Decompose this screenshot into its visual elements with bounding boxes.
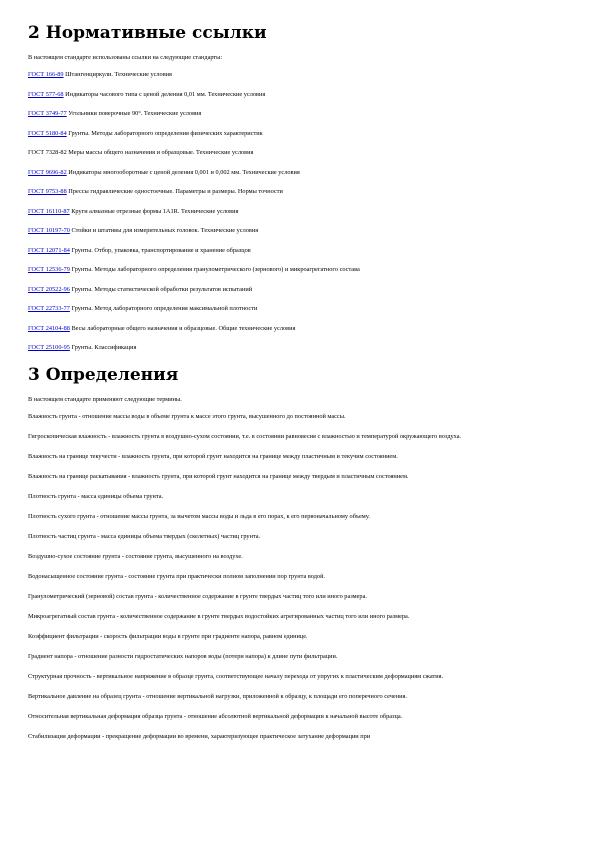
definition-item: Вертикальное давление на образец грунта - отношение вертикальной нагрузки, приложенной к образцу, к площади его поперечного сечения. [28,692,407,700]
reference-link[interactable]: ГОСТ 577-68 [28,90,64,98]
reference-title: Штангенциркули. Технические условия [63,71,172,78]
reference-link[interactable]: ГОСТ 20522-96 [28,285,70,293]
section-3-intro: В настоящем стандарте применяют следующие термины. [28,395,182,403]
reference-item [28,247,575,255]
reference-link[interactable]: ГОСТ 166-89 [28,71,64,78]
reference-title: Грунты. Методы статистической обработки результатов испытаний [69,285,253,293]
definition-item: Стабилизация деформации - прекращение деформации во времени, характеризующее практическое затухание деформации при [28,732,371,740]
reference-item [28,227,575,235]
reference-title: Грунты. Отбор, упаковка, транспортирование и хранение образцов [69,246,251,254]
reference-item [28,344,575,352]
definition-item: Влажность на границе текучести - влажность грунта, при которой грунт находится на границе между пластичным и текучим состоянием. [28,452,398,460]
definition-item: Градиент напора - отношение разности гидростатических напоров воды (потери напора) к длине пути фильтрации. [28,652,338,660]
reference-title: Круги алмазные отрезные формы 1A1R. Технические условия [69,207,239,215]
reference-title: Индикаторы многооборотные с ценой деления 0,001 и 0,002 мм. Технические условия [66,168,300,176]
definition-item: Плотность сухого грунта - отношение массы грунта, за вычетом массы воды и льда в его порах, к его первоначальному объему. [28,512,370,520]
definition-item: Влажность грунта - отношение массы воды в объеме грунта к массе этого грунта, высушенного до постоянной массы. [28,412,346,420]
definition-item: Водонасыщенное состояние грунта - состояние грунта при практически полном заполнении пор грунта водой. [28,572,326,580]
reference-item [28,169,575,177]
definition-item: Гигроскопическая влажность - влажность грунта в воздушно-сухом состоянии, т.е. в состоянии равновесия с влажностью и температурой окружающего воздуха. [28,432,462,440]
definition-item: Относительная вертикальная деформация образца грунта - отношение абсолютной вертикальной деформации к начальной высоте образца. [28,712,403,720]
reference-link[interactable]: ГОСТ 5180-84 [28,129,67,137]
definitions-list [28,413,575,741]
definition-item: Гранулометрический (зерновой) состав грунта - количественное содержание в грунте твердых частиц того или иного размера. [28,592,367,600]
normative-references-list [28,71,575,352]
definition-item: Влажность на границе раскатывания - влажность грунта, при которой грунт находится на границе между твердым и пластичным состоянием. [28,472,409,480]
reference-title: Прессы гидравлические одностоечные. Параметры и размеры. Нормы точности [66,188,283,195]
reference-item [28,71,575,79]
reference-item [28,188,575,196]
section-2-intro: В настоящем стандарте использованы ссылки на следующие стандарты: [28,54,223,61]
reference-item [28,110,575,118]
reference-link[interactable]: ГОСТ 16110-87 [28,207,70,215]
reference-title: Грунты. Методы лабораторного определения гранулометрического (зернового) и микроагрегатного состава [69,266,360,273]
reference-title: Грунты. Методы лабораторного определения физических характеристик [66,129,263,137]
reference-link[interactable]: ГОСТ 12071-84 [28,246,70,254]
reference-title: Грунты. Метод лабораторного определения максимальной плотности [69,305,258,312]
reference-code: ГОСТ 7328-82 [28,149,67,156]
reference-link[interactable]: ГОСТ 25100-95 [28,344,70,351]
reference-item [28,130,575,138]
reference-title: Весы лабораторные общего назначения и образцовые. Общие технические условия [69,324,296,332]
reference-title: Стойки и штативы для измерительных головок. Технические условия [69,227,259,234]
reference-title: Меры массы общего назначения и образцовые. Технические условия [66,149,254,156]
reference-link[interactable]: ГОСТ 24104-88 [28,324,70,332]
reference-link[interactable]: ГОСТ 12536-79 [28,266,70,273]
definition-item: Плотность частиц грунта - масса единицы объема твердых (скелетных) частиц грунта. [28,532,261,540]
reference-item [28,286,575,294]
reference-item [28,266,575,274]
reference-link[interactable]: ГОСТ 9753-88 [28,188,67,195]
definition-item: Микроагрегатный состав грунта - количественное содержание в грунте твердых водостойких агрегированных частиц того или иного размера. [28,612,410,620]
reference-link[interactable]: ГОСТ 10197-70 [28,227,70,234]
definition-item: Плотность грунта - масса единицы объема грунта. [28,492,164,500]
reference-item [28,149,575,157]
reference-title: Индикаторы часового типа с ценой деления 0,01 мм. Технические условия [63,90,266,98]
reference-item [28,325,575,333]
reference-item [28,305,575,313]
reference-title: Грунты. Классификация [69,344,137,351]
reference-link[interactable]: ГОСТ 3749-77 [28,110,67,117]
section-2-title: 2 Нормативные ссылки [28,23,267,43]
section-3-title: 3 Определения [28,364,179,385]
reference-link[interactable]: ГОСТ 9696-82 [28,168,67,176]
definition-item: Структурная прочность - вертикальное напряжение в образце грунта, соответствующее началу перехода от упругих к пластическим деформациям сжатия. [28,672,444,680]
reference-link[interactable]: ГОСТ 22733-77 [28,305,70,312]
reference-item [28,91,575,99]
definition-item: Воздушно-сухое состояние грунта - состояние грунта, высушенного на воздухе. [28,552,243,560]
reference-item [28,208,575,216]
definition-item: Коэффициент фильтрации - скорость фильтрации воды в грунте при градиенте напора, равном единице. [28,632,308,640]
reference-title: Угольники поверочные 90°. Технические условия [66,110,202,117]
